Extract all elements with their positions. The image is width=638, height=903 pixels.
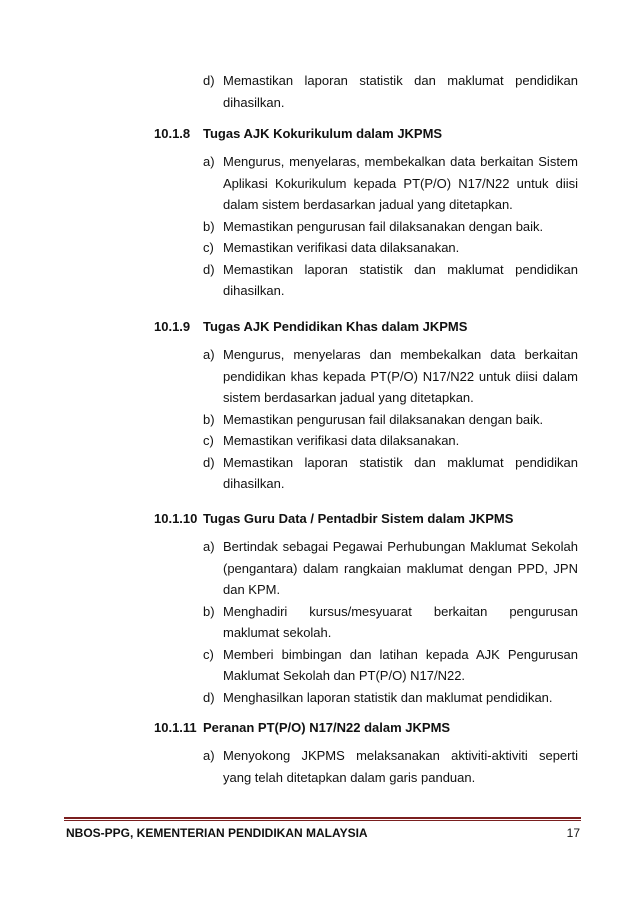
list-item [203,601,578,644]
section-number: 10.1.10 [154,511,198,526]
section-list [203,151,578,302]
list-marker: b) [203,411,215,427]
intro-list [203,70,578,113]
section-heading [154,316,467,338]
list-item-text: Memastikan verifikasi data dilaksanakan. [223,240,460,255]
list-marker: d) [203,73,215,88]
list-marker: a) [203,347,215,362]
section-title: Tugas AJK Pendidikan Khas dalam JKPMS [203,319,468,334]
list-item [203,452,578,495]
list-marker: d) [203,454,215,470]
list-marker: b) [203,603,215,619]
list-item-text: Bertindak sebagai Pegawai Perhubungan Maklumat Sekolah (pengantara) dalam rangkaian maklumat dengan PPD, JPN dan KPM. [223,539,578,597]
list-item [203,216,578,238]
list-item-text: Menghasilkan laporan statistik dan maklumat pendidikan. [223,689,553,705]
list-item [203,644,578,687]
list-marker: c) [203,646,214,662]
list-item [203,151,578,216]
section-title: Tugas Guru Data / Pentadbir Sistem dalam JKPMS [203,511,514,526]
list-marker: d) [203,261,215,277]
section-heading [154,717,450,739]
list-item-text: Memberi bimbingan dan latihan kepada AJK Pengurusan Maklumat Sekolah dan PT(P/O) N17/N22. [223,646,578,683]
list-item [203,536,578,601]
section-list [203,745,578,788]
section-title: Peranan PT(P/O) N17/N22 dalam JKPMS [203,720,451,735]
list-item-text: Mengurus, menyelaras dan membekalkan data berkaitan pendidikan khas kepada PT(P/O) N17/N22 untuk diisi dalam sistem berdasarkan jadual yang ditetapkan. [223,347,578,405]
list-marker: c) [203,433,214,448]
list-item-text: Memastikan verifikasi data dilaksanakan. [223,433,460,448]
footer-rule-thin [64,820,581,821]
list-marker: b) [203,218,215,234]
list-item [203,409,578,431]
list-marker: a) [203,539,215,554]
list-item-text: Menyokong JKPMS melaksanakan aktiviti-aktiviti seperti yang telah ditetapkan dalam garis panduan. [223,748,578,785]
section-title: Tugas AJK Kokurikulum dalam JKPMS [203,126,443,141]
list-item [203,237,578,259]
list-item [203,745,578,788]
list-item [203,430,578,452]
section-heading [154,123,442,145]
footer-rule [64,817,581,819]
list-item-text: Memastikan laporan statistik dan maklumat pendidikan dihasilkan. [223,261,578,298]
section-list [203,344,578,495]
list-item-text: Mengurus, menyelaras, membekalkan data berkaitan Sistem Aplikasi Kokurikulum kepada PT(P/O) N17/N22 untuk diisi dalam sistem berdasarkan jadual yang ditetapkan. [223,154,578,212]
list-item [203,687,578,709]
list-item [203,344,578,409]
footer-organization: NBOS-PPG, KEMENTERIAN PENDIDIKAN MALAYSIA [66,826,368,840]
list-item [203,259,578,302]
list-marker: c) [203,240,214,255]
list-item [203,70,578,113]
list-item-text: Memastikan pengurusan fail dilaksanakan dengan baik. [223,411,544,427]
list-item-text: Memastikan pengurusan fail dilaksanakan dengan baik. [223,218,544,234]
section-heading [154,508,513,530]
section-number: 10.1.9 [154,319,191,334]
list-marker: d) [203,689,215,705]
list-item-text: Memastikan laporan statistik dan maklumat pendidikan dihasilkan. [223,454,578,491]
list-item-text: Memastikan laporan statistik dan maklumat pendidikan dihasilkan. [223,73,578,110]
list-item-text: Menghadiri kursus/mesyuarat berkaitan pengurusan maklumat sekolah. [223,603,578,640]
section-number: 10.1.8 [154,126,191,141]
page-number: 17 [566,826,580,840]
list-marker: a) [203,154,215,169]
section-number: 10.1.11 [154,720,197,735]
section-list [203,536,578,708]
list-marker: a) [203,748,215,763]
